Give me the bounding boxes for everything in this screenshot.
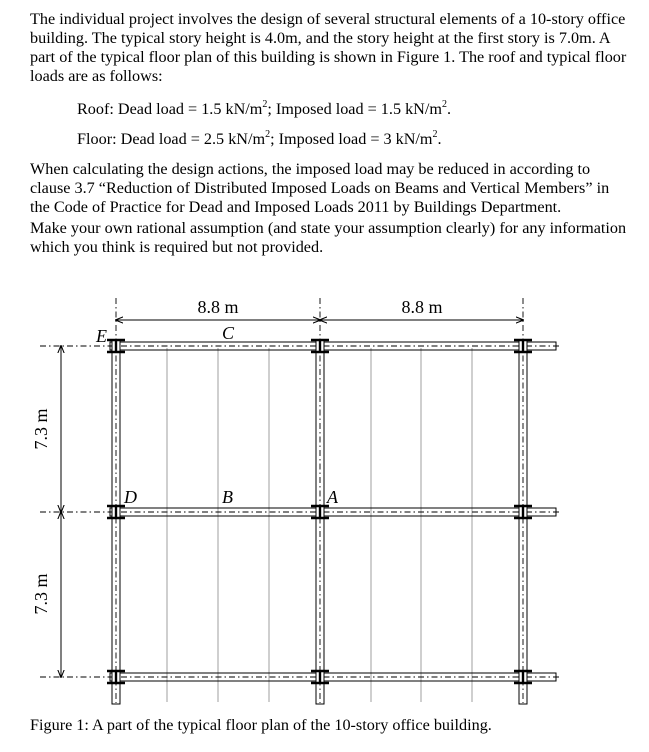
figure-caption: Figure 1: A part of the typical floor plan of the 10-story office building. [30,716,492,734]
horizontal-beams [110,342,556,681]
period: . [437,130,442,148]
superscript: 2 [262,98,268,110]
label-d: D [124,487,137,507]
roof-load-dead: Roof: Dead load = 1.5 kN/m [77,100,263,118]
span-label-2: 8.8 m [401,297,443,317]
period: . [446,100,452,118]
superscript: 2 [432,128,438,140]
roof-load-imposed: ; Imposed load = 1.5 kN/m [267,100,442,118]
floor-load-imposed: ; Imposed load = 3 kN/m [270,130,433,148]
label-b: B [222,487,233,507]
reduction-paragraph: When calculating the design actions, the imposed load may be reduced in according to clause 3.7 “Reduction of Distributed Imposed Loads on Beams and Vertical Members” in the Code of Practice for Dead and Imposed Loads 2011 by Buildings Department. [30,160,610,216]
label-e: E [96,326,107,346]
span-label-1: 8.8 m [197,297,239,317]
label-c: C [222,323,235,343]
bay-label-1: 7.3 m [31,408,51,450]
superscript: 2 [265,128,271,140]
bay-label-2: 7.3 m [31,573,51,615]
label-a: A [327,487,338,507]
superscript: 2 [441,98,447,110]
floor-load-dead: Floor: Dead load = 2.5 kN/m [77,130,266,148]
assumption-paragraph: Make your own rational assumption (and state your assumption clearly) for any information which you think is required but not provided. [30,219,627,256]
intro-paragraph: The individual project involves the design of several structural elements of a 10-story office building. The typical story height is 4.0m, and the story height at the first story is 7.0m. A part of the typical floor plan of this building is shown in Figure 1. The roof and typical floor loads are as follows: [30,10,627,85]
vertical-beams [112,340,527,704]
